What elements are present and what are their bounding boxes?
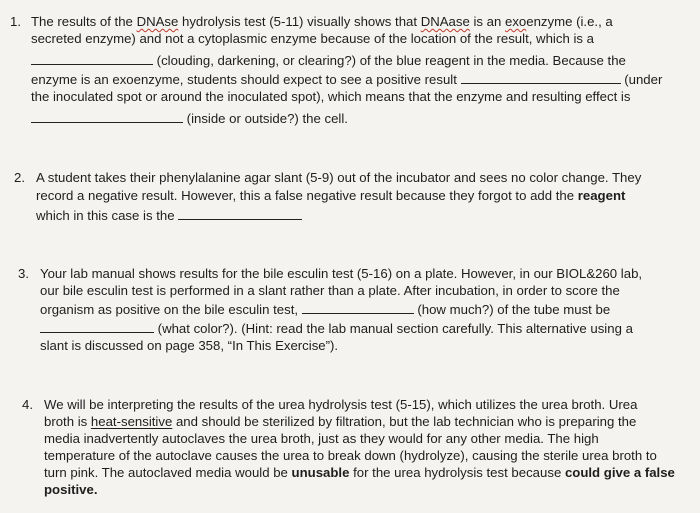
question-3-line-1: Your lab manual shows results for the bile esculin test (5-16) on a plate. However, in our BIOL&260 lab, xyxy=(40,266,643,281)
answer-blank[interactable] xyxy=(461,71,621,84)
answer-blank[interactable] xyxy=(178,207,302,220)
question-4-line-5: turn pink. The autoclaved media would be unusable for the urea hydrolysis test because could give a false xyxy=(44,465,675,480)
question-1-line-1: The results of the DNAse hydrolysis test (5-11) visually shows that DNAase is an exoenzyme (i.e., a xyxy=(31,14,613,29)
question-1-line-5: the inoculated spot or around the inoculated spot), which means that the enzyme and resulting effect is xyxy=(31,89,631,104)
question-1-number: 1. xyxy=(10,14,21,29)
question-2-line-3: which in this case is the xyxy=(36,207,302,224)
question-1-line-3: (clouding, darkening, or clearing?) of the blue reagent in the media. Because the xyxy=(31,52,626,69)
question-3-line-2: our bile esculin test is performed in a slant rather than a plate. After incubation, in order to score the xyxy=(40,283,620,298)
answer-blank[interactable] xyxy=(31,110,183,123)
question-4-number: 4. xyxy=(22,397,33,412)
question-3-number: 3. xyxy=(18,266,29,281)
question-1-line-6: (inside or outside?) the cell. xyxy=(31,110,348,127)
answer-blank[interactable] xyxy=(302,301,414,314)
question-4-line-3: media inadvertently autoclaves the urea broth, just as they would for any other media. The high xyxy=(44,431,599,446)
question-1-line-2: secreted enzyme) and not a cytoplasmic enzyme because of the location of the result, which is a xyxy=(31,31,594,46)
question-4-line-1: We will be interpreting the results of the urea hydrolysis test (5-15), which utilizes the urea broth. Urea xyxy=(44,397,638,412)
question-4-line-4: temperature of the autoclave causes the urea to break down (hydrolyze), causing the sterile urea broth to xyxy=(44,448,657,463)
question-3-line-3: organism as positive on the bile esculin test, (how much?) of the tube must be xyxy=(40,302,611,317)
question-2-number: 2. xyxy=(14,170,25,185)
question-1-line-4: enzyme is an exoenzyme, students should expect to see a positive result (under xyxy=(31,72,663,87)
question-3-line-4: (what color?). (Hint: read the lab manual section carefully. This alternative using a xyxy=(40,320,633,337)
question-2-line-1: A student takes their phenylalanine agar slant (5-9) out of the incubator and sees no color change. They xyxy=(36,170,642,185)
answer-blank[interactable] xyxy=(40,320,154,333)
question-3-line-5: slant is discussed on page 358, “In This Exercise”). xyxy=(40,338,339,353)
answer-blank[interactable] xyxy=(31,52,153,65)
question-4-line-2: broth is heat-sensitive and should be sterilized by filtration, but the lab technician who is preparing the xyxy=(44,414,637,429)
question-2-line-2: record a negative result. However, this a false negative result because they forgot to add the reagent xyxy=(36,188,626,203)
question-4-line-6: positive. xyxy=(44,482,98,497)
